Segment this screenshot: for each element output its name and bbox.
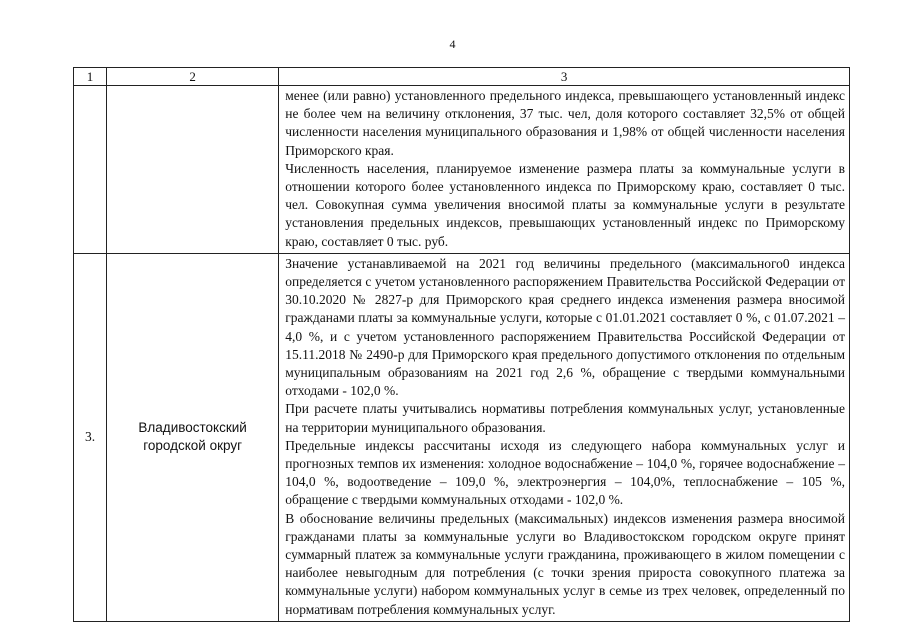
paragraph: Численность населения, планируемое изменение размера платы за коммунальные услуги в отношении которого более установленного индекса по Приморскому краю, составляет 0 тыс. чел. Совокупная сумма увеличения вносимой платы за коммунальные услуги в результате установления предельных индексов, превышающих установленный индекс по Приморскому краю, составляет 0 тыс. руб. — [285, 160, 845, 249]
paragraph: При расчете платы учитывались нормативы потребления коммунальных услуг, установленные на территории муниципального образования. — [285, 401, 845, 435]
paragraph: Значение устанавливаемой на 2021 год величины предельного (максимального0 индекса определяется с учетом установленного распоряжением Правительства Российской Федерации от 30.10.2020 № 2827-р для Приморского края среднего индекса изменения размера вносимой гражданами платы за коммунальные услуги, которые с 01.01.2021 составляет 0 %, с 01.07.2021 – 4,0 %, и с учетом установленного распоряжением Правительства Российской Федерации от 15.11.2018 № 2490-р для Приморского края предельного допустимого отклонения по отдельным муниципальным образованиям на 2021 год 2,6 %, обращение с твердыми коммунальными отходами - 102,0 %. — [285, 255, 845, 399]
paragraph: Предельные индексы рассчитаны исходя из следующего набора коммунальных услуг и прогнозных темпов их изменения: холодное водоснабжение – 104,0 %, горячее водоснабжение – 104,0 %, водоотведение – 109,0 %, электроэнергия – 104,0%, теплоснабжение – 105 %, обращение с твердыми коммунальных отходами - 102,0 %. — [285, 437, 845, 508]
document-table — [73, 67, 850, 622]
municipality-name-cell: Владивостокский городской округ — [107, 253, 279, 621]
header-cell-2: 2 — [107, 68, 279, 86]
header-cell-3: 3 — [279, 68, 850, 86]
table-row — [74, 253, 850, 621]
paragraph: В обоснование величины предельных (максимальных) индексов изменения размера вносимой гражданами платы за коммунальные услуги во Владивостокском городском округе принят суммарный платеж за коммунальные услуги гражданина, проживающего в жилом помещении с наиболее невыгодным для потребления (с точки зрения прироста совокупного платежа за коммунальные услуги) набором коммунальных услуг в семье из трех человек, определенный по нормативам потребления коммунальных услуг. — [285, 510, 845, 617]
page-number: 4 — [449, 37, 456, 51]
description-cell — [279, 253, 850, 621]
municipality-name-cell — [107, 86, 279, 254]
row-number-cell — [74, 86, 107, 254]
description-cell — [279, 86, 850, 254]
table-header-row — [74, 68, 850, 86]
table-row — [74, 86, 850, 254]
paragraph: менее (или равно) установленного предельного индекса, превышающего установленный индекс не более чем на величину отклонения, 37 тыс. чел, доля которого составляет 32,5% от общей численности населения муниципального образования и 1,98% от общей численности населения Приморского края. — [285, 88, 845, 158]
header-cell-1: 1 — [74, 68, 107, 86]
row-number-cell: 3. — [74, 253, 107, 621]
